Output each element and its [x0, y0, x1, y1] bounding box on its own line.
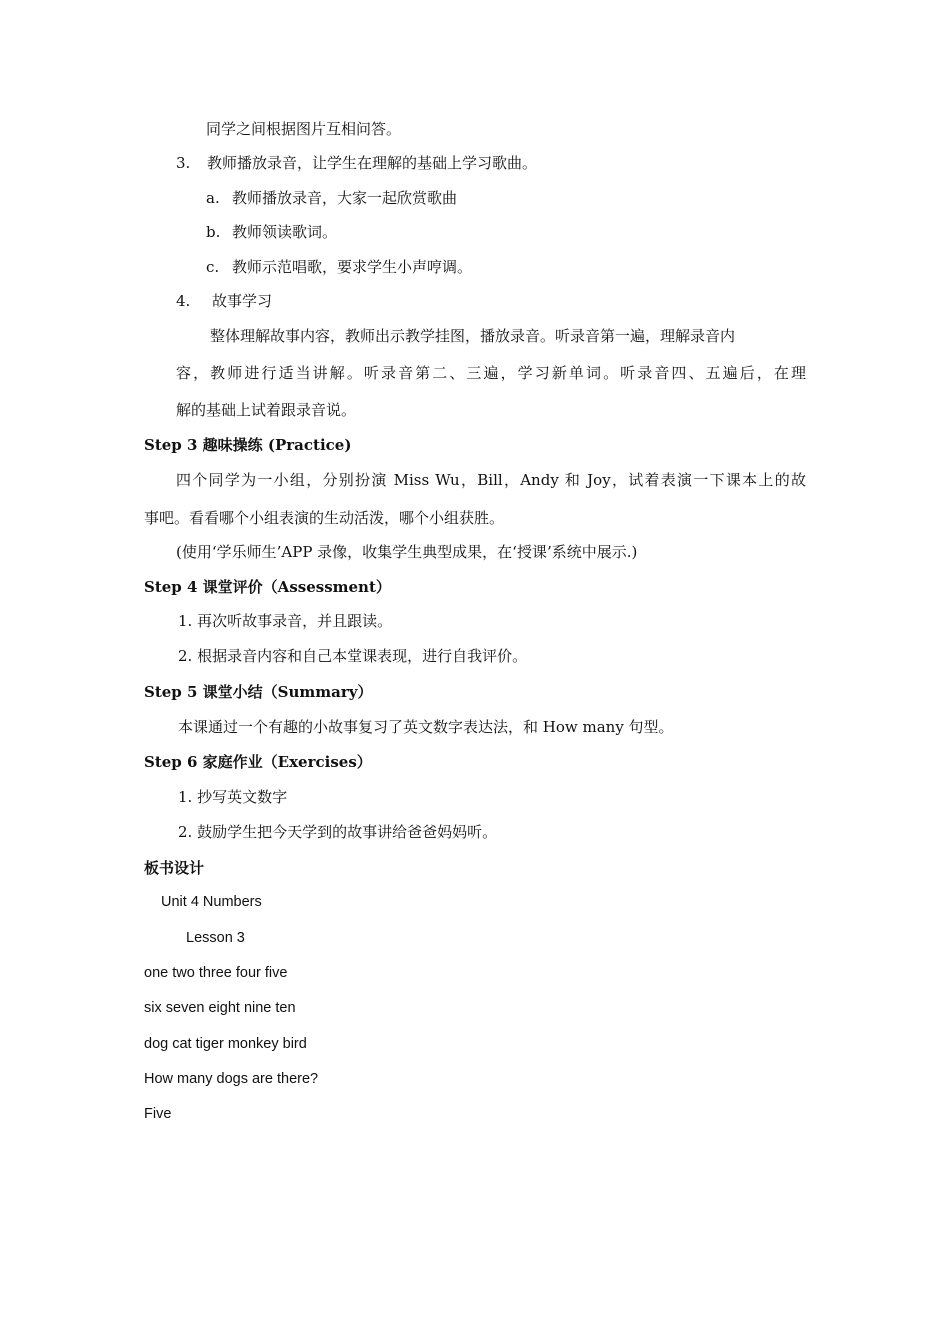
sub-text: 教师领读歌词。	[232, 223, 338, 241]
item4-para-line1: 整体理解故事内容，教师出示教学挂图，播放录音。听录音第一遍，理解录音内	[210, 327, 736, 345]
board-line-numbers-2: six seven eight nine ten	[144, 1000, 296, 1016]
step3-para-line2: 事吧。看看哪个小组表演的生动活泼，哪个小组获胜。	[144, 509, 505, 527]
step4-heading: Step 4 课堂评价（Assessment）	[144, 578, 391, 596]
sub-label: c.	[206, 258, 220, 276]
board-unit: Unit 4 Numbers	[161, 894, 262, 910]
item4-number: 4.	[176, 292, 191, 310]
step3-heading: Step 3 趣味操练 (Practice)	[144, 436, 352, 454]
item4-title: 故事学习	[212, 292, 273, 310]
sub-text: 教师示范唱歌，要求学生小声哼调。	[232, 258, 473, 276]
step6-heading: Step 6 家庭作业（Exercises）	[144, 753, 372, 771]
step5-heading: Step 5 课堂小结（Summary）	[144, 683, 373, 701]
board-line-numbers-1: one two three four five	[144, 965, 288, 981]
sub-label: b.	[206, 223, 221, 241]
board-line-answer: Five	[144, 1106, 172, 1122]
board-line-question: How many dogs are there?	[144, 1071, 319, 1087]
board-line-animals: dog cat tiger monkey bird	[144, 1036, 307, 1052]
item3-sub-a	[206, 186, 457, 210]
board-lesson: Lesson 3	[186, 930, 245, 946]
step3-para-line1: 四个同学为一小组，分别扮演 Miss Wu，Bill，Andy 和 Joy，试着表演一下课本上的故	[176, 471, 806, 489]
sub-label: a.	[206, 189, 220, 207]
intro-line: 同学之间根据图片互相问答。	[206, 120, 402, 138]
item4-para-line3: 解的基础上试着跟录音说。	[176, 401, 357, 419]
item3-sub-c	[206, 255, 472, 279]
step6-item-1: 1. 抄写英文数字	[178, 788, 288, 806]
step4-item-1: 1. 再次听故事录音，并且跟读。	[178, 612, 393, 630]
item4-para-line2: 容，教师进行适当讲解。听录音第二、三遍，学习新单词。听录音四、五遍后，在理	[176, 364, 806, 382]
step5-text: 本课通过一个有趣的小故事复习了英文数字表达法，和 How many 句型。	[178, 718, 674, 736]
item4-line	[176, 289, 272, 313]
sub-text: 教师播放录音，大家一起欣赏歌曲	[232, 189, 458, 207]
step4-item-2: 2. 根据录音内容和自己本堂课表现，进行自我评价。	[178, 647, 528, 665]
item3-text: 教师播放录音，让学生在理解的基础上学习歌曲。	[207, 154, 538, 172]
step6-item-2: 2. 鼓励学生把今天学到的故事讲给爸爸妈妈听。	[178, 823, 498, 841]
step3-note: (使用‘学乐师生’APP 录像，收集学生典型成果，在‘授课’系统中展示.)	[176, 543, 638, 561]
item3-line	[176, 151, 537, 175]
item3-sub-b	[206, 220, 337, 244]
board-heading: 板书设计	[144, 859, 205, 877]
item3-number: 3.	[176, 154, 191, 172]
